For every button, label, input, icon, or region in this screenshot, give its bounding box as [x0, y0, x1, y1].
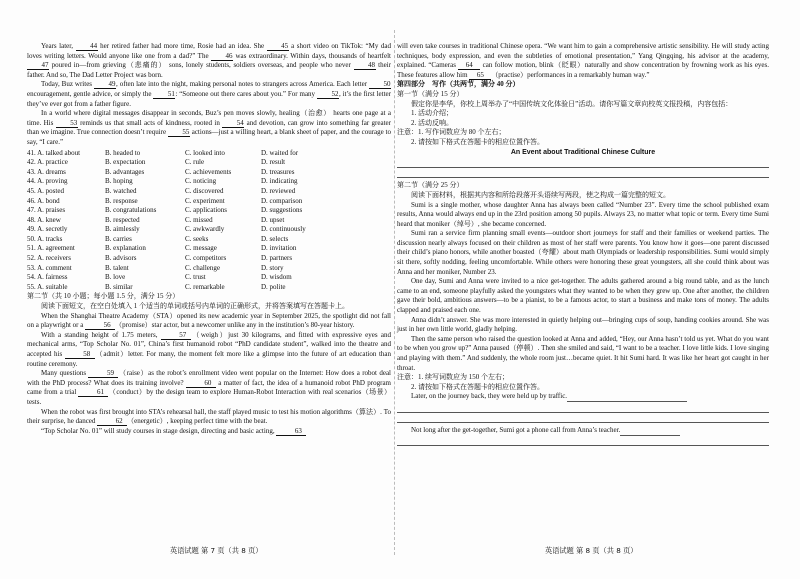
option-row-44: [27, 177, 391, 187]
option-47-C[interactable]: C. applications: [185, 206, 227, 215]
grammar-paragraph-4: When the robot was first brought into STA’s rehearsal hall, the staff played music to test his motion algorithms（算法）. To their surprise, he danced 62 （energetic）, keeping perfect time with the beat.: [27, 407, 391, 426]
option-54-D[interactable]: D. wisdom: [261, 273, 292, 282]
option-53-A[interactable]: 53. A. comment: [27, 263, 72, 272]
blank-57[interactable]: 57: [161, 331, 191, 340]
blank-52[interactable]: 52: [317, 90, 339, 99]
part4-title: 第四部分 写作（共两节，满分 40 分）: [397, 80, 520, 89]
option-43-D[interactable]: D. treasures: [261, 167, 295, 176]
option-48-C[interactable]: C. missed: [185, 215, 213, 224]
writing1-heading: An Event about Traditional Chinese Culture: [510, 148, 656, 156]
option-53-B[interactable]: B. talent: [105, 263, 129, 272]
blank-53[interactable]: 53: [56, 119, 78, 128]
story-paragraph-5: Then the same person who raised the question looked at Anna and added, “Hey, our Anna hasn’t told us yet. What do you want to be when you grow up?” Anna paused（停顿）. Then she smiled and said, “I want to be a teacher. I love little kids. I love singing and playing with them.” And suddenly, the whole room just…became quiet. It hit Sumi hard. It was like her heart got caught in her throat.: [397, 334, 769, 372]
option-41-D[interactable]: D. waited for: [261, 148, 299, 157]
grammar-paragraph-5: “Top Scholar No. 01” will study courses in stage design, directing and basic acting, 63: [27, 427, 391, 437]
option-44-A[interactable]: 44. A. proving: [27, 177, 68, 186]
left-column: [27, 42, 391, 436]
option-row-41: [27, 149, 391, 159]
writing1-answer-line-1[interactable]: [397, 157, 769, 168]
writing1-note-1: 注意：1. 写作词数应为 80 个左右；: [397, 128, 506, 137]
option-49-C[interactable]: C. awkwardly: [185, 225, 225, 234]
grammar-paragraph-2: With a standing height of 1.75 meters, 57 （weigh）just 30 kilograms, and fitted with expressive eyes and mechanical arms, “Top Scholar No. 01”, China’s first humanoid robot “PhD candidate student”, walked into the theatre and accepted his 58 （admit）letter. For many, the moment felt more like a glimpse into the future of art education than routine ceremony.: [27, 330, 392, 368]
option-row-49: [27, 225, 391, 235]
blank-54[interactable]: 54: [222, 119, 244, 128]
right-column: [397, 42, 769, 446]
grammar-paragraph-1: When the Shanghai Theatre Academy（STA）opened its new academic year in September 2025, the spotlight did not fall on a playwright or a 56 （promise）star actor, but a newcomer unlike any in the institution’s 80-year history.: [27, 311, 391, 330]
writing1-point-2: 2. 活动反响。: [411, 118, 453, 127]
option-53-C[interactable]: C. challenge: [185, 263, 220, 272]
option-41-B[interactable]: B. headed to: [105, 148, 141, 157]
option-42-D[interactable]: D. result: [261, 158, 286, 167]
continuation-1-answer-line[interactable]: [567, 393, 687, 402]
option-45-A[interactable]: 45. A. posted: [27, 186, 64, 195]
blank-45[interactable]: 45: [267, 42, 289, 51]
option-55-A[interactable]: 55. A. suitable: [27, 282, 68, 291]
continuation-start-2: Not long after the get-together, Sumi got a phone call from Anna’s teacher.: [397, 426, 769, 436]
passage-paragraph-2: Today, Buz writes 49, often late into the night, making personal notes to strangers across America. Each letter 50 encouragement, gentle advice, or simply the 51: “Someone out there cares about you.” For many 52, it’s the first letter they’ve ever got from a father figure.: [27, 80, 391, 108]
option-46-A[interactable]: 46. A. bond: [27, 196, 60, 205]
grammar-paragraph-3: Many questions 59 （raise）as the robot’s enrollment video went popular on the Internet: How does a robot deal with the PhD process? What does its training involve? 60 a matter of fact, the idea of a humanoid robot PhD program came from a trial 61 （conduct）by the design team to explore Human-Robot Interaction with real scenarios（场景）tests.: [27, 369, 392, 406]
blank-44[interactable]: 44: [76, 42, 98, 51]
option-46-B[interactable]: B. response: [105, 196, 138, 205]
option-55-D[interactable]: D. polite: [261, 282, 286, 291]
option-54-B[interactable]: B. love: [105, 273, 126, 282]
continuation-1-blank-line[interactable]: [397, 402, 769, 413]
writing2-note-2: 2. 请按如下格式在答题卡的相应位置作答。: [411, 382, 544, 391]
option-42-C[interactable]: C. rule: [185, 158, 205, 167]
blank-60[interactable]: 60: [186, 379, 216, 388]
option-52-C[interactable]: C. competitors: [185, 254, 227, 263]
continuation-2-blank-line[interactable]: [397, 436, 769, 447]
option-48-D[interactable]: D. upset: [261, 215, 285, 224]
blank-62[interactable]: 62: [97, 417, 127, 426]
continuation-1-blank-line-2[interactable]: [397, 413, 769, 424]
option-row-55: [27, 283, 391, 293]
writing2-note-1: 注意：1. 续写词数应为 150 个左右；: [397, 373, 509, 382]
option-44-B[interactable]: B. hoping: [105, 177, 133, 186]
option-row-45: [27, 187, 391, 197]
option-row-54: [27, 273, 391, 283]
blank-48[interactable]: 48: [354, 61, 376, 70]
option-43-A[interactable]: 43. A. dreams: [27, 167, 66, 176]
option-51-D[interactable]: D. invitation: [261, 244, 297, 253]
writing1-answer-line-2[interactable]: [397, 168, 769, 179]
option-45-C[interactable]: C. discovered: [185, 186, 224, 195]
option-51-A[interactable]: 51. A. agreement: [27, 244, 75, 253]
option-50-B[interactable]: B. carries: [105, 234, 132, 243]
blank-58[interactable]: 58: [65, 350, 95, 359]
writing1-title: 第一节（满分 15 分）: [397, 89, 464, 98]
writing2-title: 第二节（满分 25 分）: [397, 181, 464, 190]
grammar-paragraph-5-cont: will even take courses in traditional Chinese opera. “We want him to gain a comprehensive artistic sensibility. He will study acting techniques, body expression, and even the subtleties of emotional presentation,” Yang Qingqing, his advisor at the academy, explained. “Cameras 64 can follow motion, blink（眨眼）naturally and show concentration by frowning work as his eyes. These features allow him 65 （practise）performances in a remarkably human way.”: [397, 42, 770, 79]
option-52-A[interactable]: 52. A. receivers: [27, 254, 71, 263]
story-paragraph-4: Anna didn’t answer. She was more interested in quietly helping out—bringing cups of soup, handing cookies around. She was just in her own little world, gladly helping.: [397, 315, 769, 334]
option-49-A[interactable]: 49. A. secretly: [27, 225, 68, 234]
blank-50[interactable]: 50: [369, 80, 391, 89]
page-footer-7: 英语试题 第 7 页（共 8 页）: [170, 546, 263, 555]
blank-56[interactable]: 56: [85, 321, 115, 330]
option-52-B[interactable]: B. advisors: [105, 254, 137, 263]
option-55-C[interactable]: C. remarkable: [185, 282, 225, 291]
option-row-52: [27, 254, 391, 264]
section2-title: 第二节（共 10 小题；每小题 1.5 分，满分 15 分）: [27, 292, 180, 301]
option-47-A[interactable]: 47. A. praises: [27, 206, 66, 215]
option-46-C[interactable]: C. experiment: [185, 196, 225, 205]
continuation-start-1: Later, on the journey back, they were held up by traffic.: [397, 392, 769, 402]
option-42-A[interactable]: 42. A. practice: [27, 158, 68, 167]
page-footer-8: 英语试题 第 8 页（共 8 页）: [545, 546, 638, 555]
option-45-B[interactable]: B. watched: [105, 186, 137, 195]
option-50-C[interactable]: C. seeks: [185, 234, 209, 243]
option-52-D[interactable]: D. partners: [261, 254, 293, 263]
blank-51[interactable]: 51: [153, 90, 175, 99]
blank-49[interactable]: 49: [94, 80, 116, 89]
blank-64[interactable]: 64: [458, 61, 480, 70]
option-43-B[interactable]: B. advantages: [105, 167, 145, 176]
passage-paragraph-3: In a world where digital messages disappear in seconds, Buz’s pen moves slowly, healing（治愈） hearts one page at a time. His 53 reminds us that small acts of kindness, rooted in 54 and devotion, can grow into something far greater than we imagine. True connection doesn’t require 55 actions—just a willing heart, a blank sheet of paper, and the courage to say, “I care.”: [27, 109, 391, 146]
blank-63[interactable]: 63: [276, 427, 306, 436]
option-row-43: [27, 168, 391, 178]
option-44-C[interactable]: C. noticing: [185, 177, 217, 186]
blank-46[interactable]: 46: [211, 52, 233, 61]
option-51-C[interactable]: C. message: [185, 244, 217, 253]
option-47-D[interactable]: D. suggestions: [261, 206, 303, 215]
option-45-D[interactable]: D. reviewed: [261, 186, 296, 195]
option-48-B[interactable]: B. respected: [105, 215, 140, 224]
option-41-C[interactable]: C. looked into: [185, 148, 225, 157]
blank-59[interactable]: 59: [88, 369, 118, 378]
option-50-D[interactable]: D. selects: [261, 234, 289, 243]
option-41-A[interactable]: 41. A. talked about: [27, 148, 81, 157]
blank-55[interactable]: 55: [168, 128, 190, 137]
option-row-47: [27, 206, 391, 216]
option-53-D[interactable]: D. story: [261, 263, 284, 272]
blank-61[interactable]: 61: [78, 388, 108, 397]
story-paragraph-3: One day, Sumi and Anna were invited to a nice get-together. The adults gathered around a big round table, and as the lunch came to an end, someone playfully asked the youngsters what they wanted to be when they grew up. One after another, the children gave their bold, ambitious answers—to be a pianist, to be a famous actor, to start a business and make tons of money. The adults clapped and praised each one.: [397, 277, 769, 315]
option-row-46: [27, 197, 391, 207]
option-row-51: [27, 244, 391, 254]
option-row-42: [27, 158, 391, 168]
option-55-B[interactable]: B. similar: [105, 282, 133, 291]
option-43-C[interactable]: C. achievements: [185, 167, 232, 176]
writing1-point-1: 1. 活动介绍；: [411, 109, 453, 118]
story-paragraph-1: Sumi is a single mother, whose daughter Anna has always been called “Number 23”. Every time the school published exam results, Anna would always end up in the 23rd position among 50 pupils. Always 23, no matter what topic or term. Every time Sumi heard that moniker（绰号）, she became concerned.: [397, 200, 769, 228]
option-row-50: [27, 235, 391, 245]
option-row-53: [27, 264, 391, 274]
cloze-options-table: [27, 149, 391, 293]
option-47-B[interactable]: B. congratulations: [105, 206, 157, 215]
column-divider: [394, 30, 395, 555]
writing1-instructions: 假定你是李华，你校上周举办了“中国传统文化体验日”活动。请你写篇文章向校英文报投稿，内容包括：: [411, 99, 733, 108]
option-row-48: [27, 216, 391, 226]
blank-65[interactable]: 65: [469, 71, 491, 80]
section2-instructions: 阅读下面短文，在空白处填入 1 个适当的单词或括号内单词的正确形式，并将答案填写在答题卡上。: [41, 302, 349, 311]
option-46-D[interactable]: D. comparison: [261, 196, 303, 205]
passage-paragraph-1: Years later, 44 her retired father had more time, Rosie had an idea. She 45 a short video on TikTok: “My dad loves writing letters. Would anyone like one from a dad?” The 46 was extraordinary. Within days, thousands of heartfelt 47 poured in—from grieving（悲痛的） sons, lonely students, soldiers overseas, and people who never 48 their father. And so, The Dad Letter Project was born.: [27, 42, 392, 79]
option-51-B[interactable]: B. explanation: [105, 244, 146, 253]
option-49-B[interactable]: B. aimlessly: [105, 225, 140, 234]
option-44-D[interactable]: D. indicating: [261, 177, 298, 186]
option-42-B[interactable]: B. expectation: [105, 158, 146, 167]
continuation-2-answer-line[interactable]: [620, 427, 680, 436]
writing1-note-2: 2. 请按如下格式在答题卡的相应位置作答。: [411, 137, 544, 146]
blank-47[interactable]: 47: [27, 61, 49, 70]
writing2-instructions: 阅读下面材料，根据其内容和所给段落开头语续写两段，使之构成一篇完整的短文。: [411, 190, 670, 199]
option-48-A[interactable]: 48. A. knew: [27, 215, 61, 224]
option-49-D[interactable]: D. continuously: [261, 225, 306, 234]
option-54-C[interactable]: C. trust: [185, 273, 206, 282]
story-paragraph-2: Sumi ran a service firm planning small events—outdoor short journeys for staff and their families or weekend parties. The discussion nearly always focused on their children as most of her staff were parents. You know how it goes—one parent discussed their child’s piano honors, while another boasted（夸耀）about math Olympiads or leadership responsibilities. Sumi would simply sit there, softly nodding, feeling uncomfortable. While others were honoring these great youngsters, all she could think about was Anna and her moniker, Number 23.: [397, 229, 769, 276]
option-50-A[interactable]: 50. A. tracks: [27, 234, 63, 243]
option-54-A[interactable]: 54. A. fairness: [27, 273, 68, 282]
